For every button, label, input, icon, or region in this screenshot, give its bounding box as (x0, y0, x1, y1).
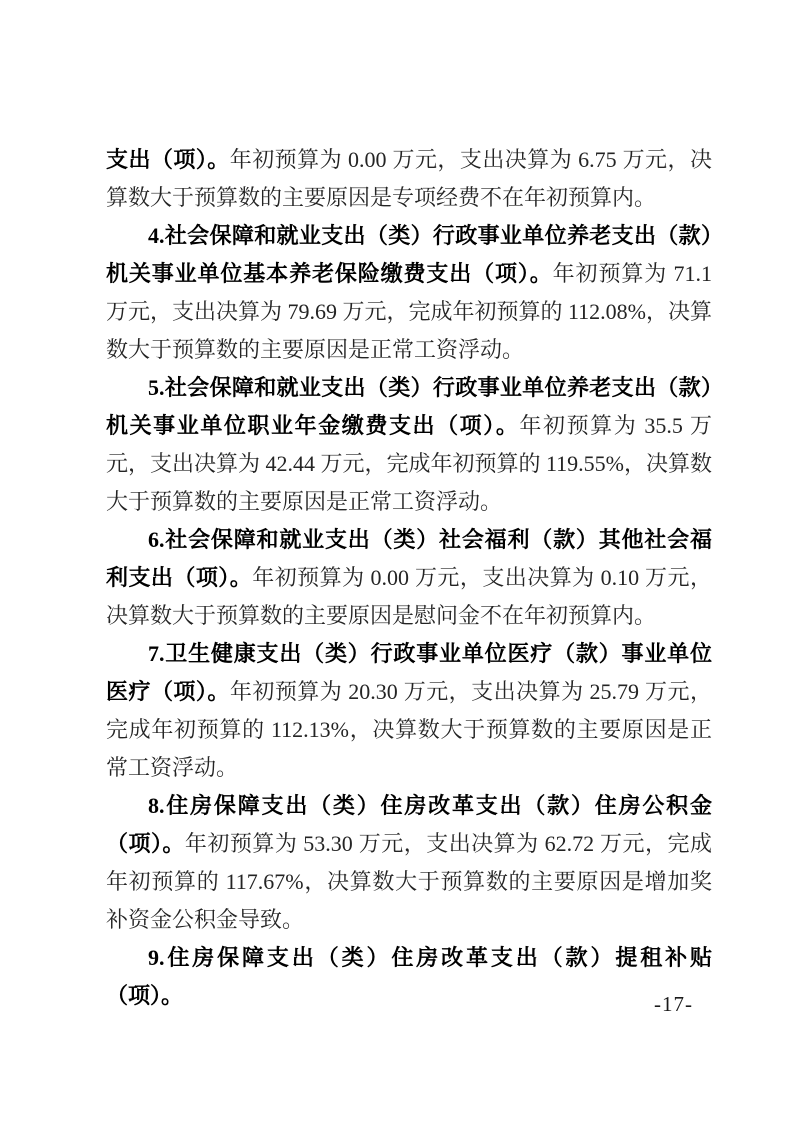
paragraph-body: 年初预算为 35.5 万元，支出决算为 42.44 万元，完成年初预算的 119.55%，决算数大于预算数的主要原因是正常工资浮动。 (106, 413, 713, 514)
paragraph-heading: 支出（项）。 (106, 147, 230, 172)
paragraph-body: 年初预算为 20.30 万元，支出决算为 25.79 万元，完成年初预算的 112.13%，决算数大于预算数的主要原因是正常工资浮动。 (106, 679, 712, 780)
paragraph-body: 年初预算为 0.00 万元，支出决算为 6.75 万元，决算数大于预算数的主要原因是专项经费不在年初预算内。 (106, 147, 712, 210)
paragraph-heading: 8.住房保障支出（类）住房改革支出（款）住房公积金（项）。 (106, 793, 712, 856)
paragraph-heading: 9.住房保障支出（类）住房改革支出（款）提租补贴（项）。 (106, 945, 712, 1008)
paragraph-body: 年初预算为 71.1 万元，支出决算为 79.69 万元，完成年初预算的 112.08%，决算数大于预算数的主要原因是正常工资浮动。 (106, 261, 713, 362)
paragraph-item3-continuation (106, 141, 712, 217)
paragraph-item5 (106, 369, 712, 521)
paragraph-heading: 7.卫生健康支出（类）行政事业单位医疗（款）事业单位医疗（项）。 (106, 641, 712, 704)
paragraph-item7 (106, 635, 712, 787)
paragraph-heading: 6.社会保障和就业支出（类）社会福利（款）其他社会福利支出（项）。 (106, 527, 712, 590)
paragraph-item8 (106, 787, 712, 939)
page-number: -17- (654, 992, 693, 1016)
paragraph-heading: 5.社会保障和就业支出（类）行政事业单位养老支出（款）机关事业单位职业年金缴费支出（项）。 (106, 375, 712, 438)
paragraph-heading: 4.社会保障和就业支出（类）行政事业单位养老支出（款）机关事业单位基本养老保险缴费支出（项）。 (106, 223, 712, 286)
paragraph-body: 年初预算为 53.30 万元，支出决算为 62.72 万元，完成年初预算的 117.67%，决算数大于预算数的主要原因是增加奖补资金公积金导致。 (106, 831, 712, 932)
document-content (106, 141, 712, 1015)
page-footer (0, 991, 693, 1017)
paragraph-item4 (106, 217, 712, 369)
paragraph-item6 (106, 521, 712, 635)
paragraph-body: 年初预算为 0.00 万元，支出决算为 0.10 万元，决算数大于预算数的主要原因是慰问金不在年初预算内。 (106, 565, 712, 628)
